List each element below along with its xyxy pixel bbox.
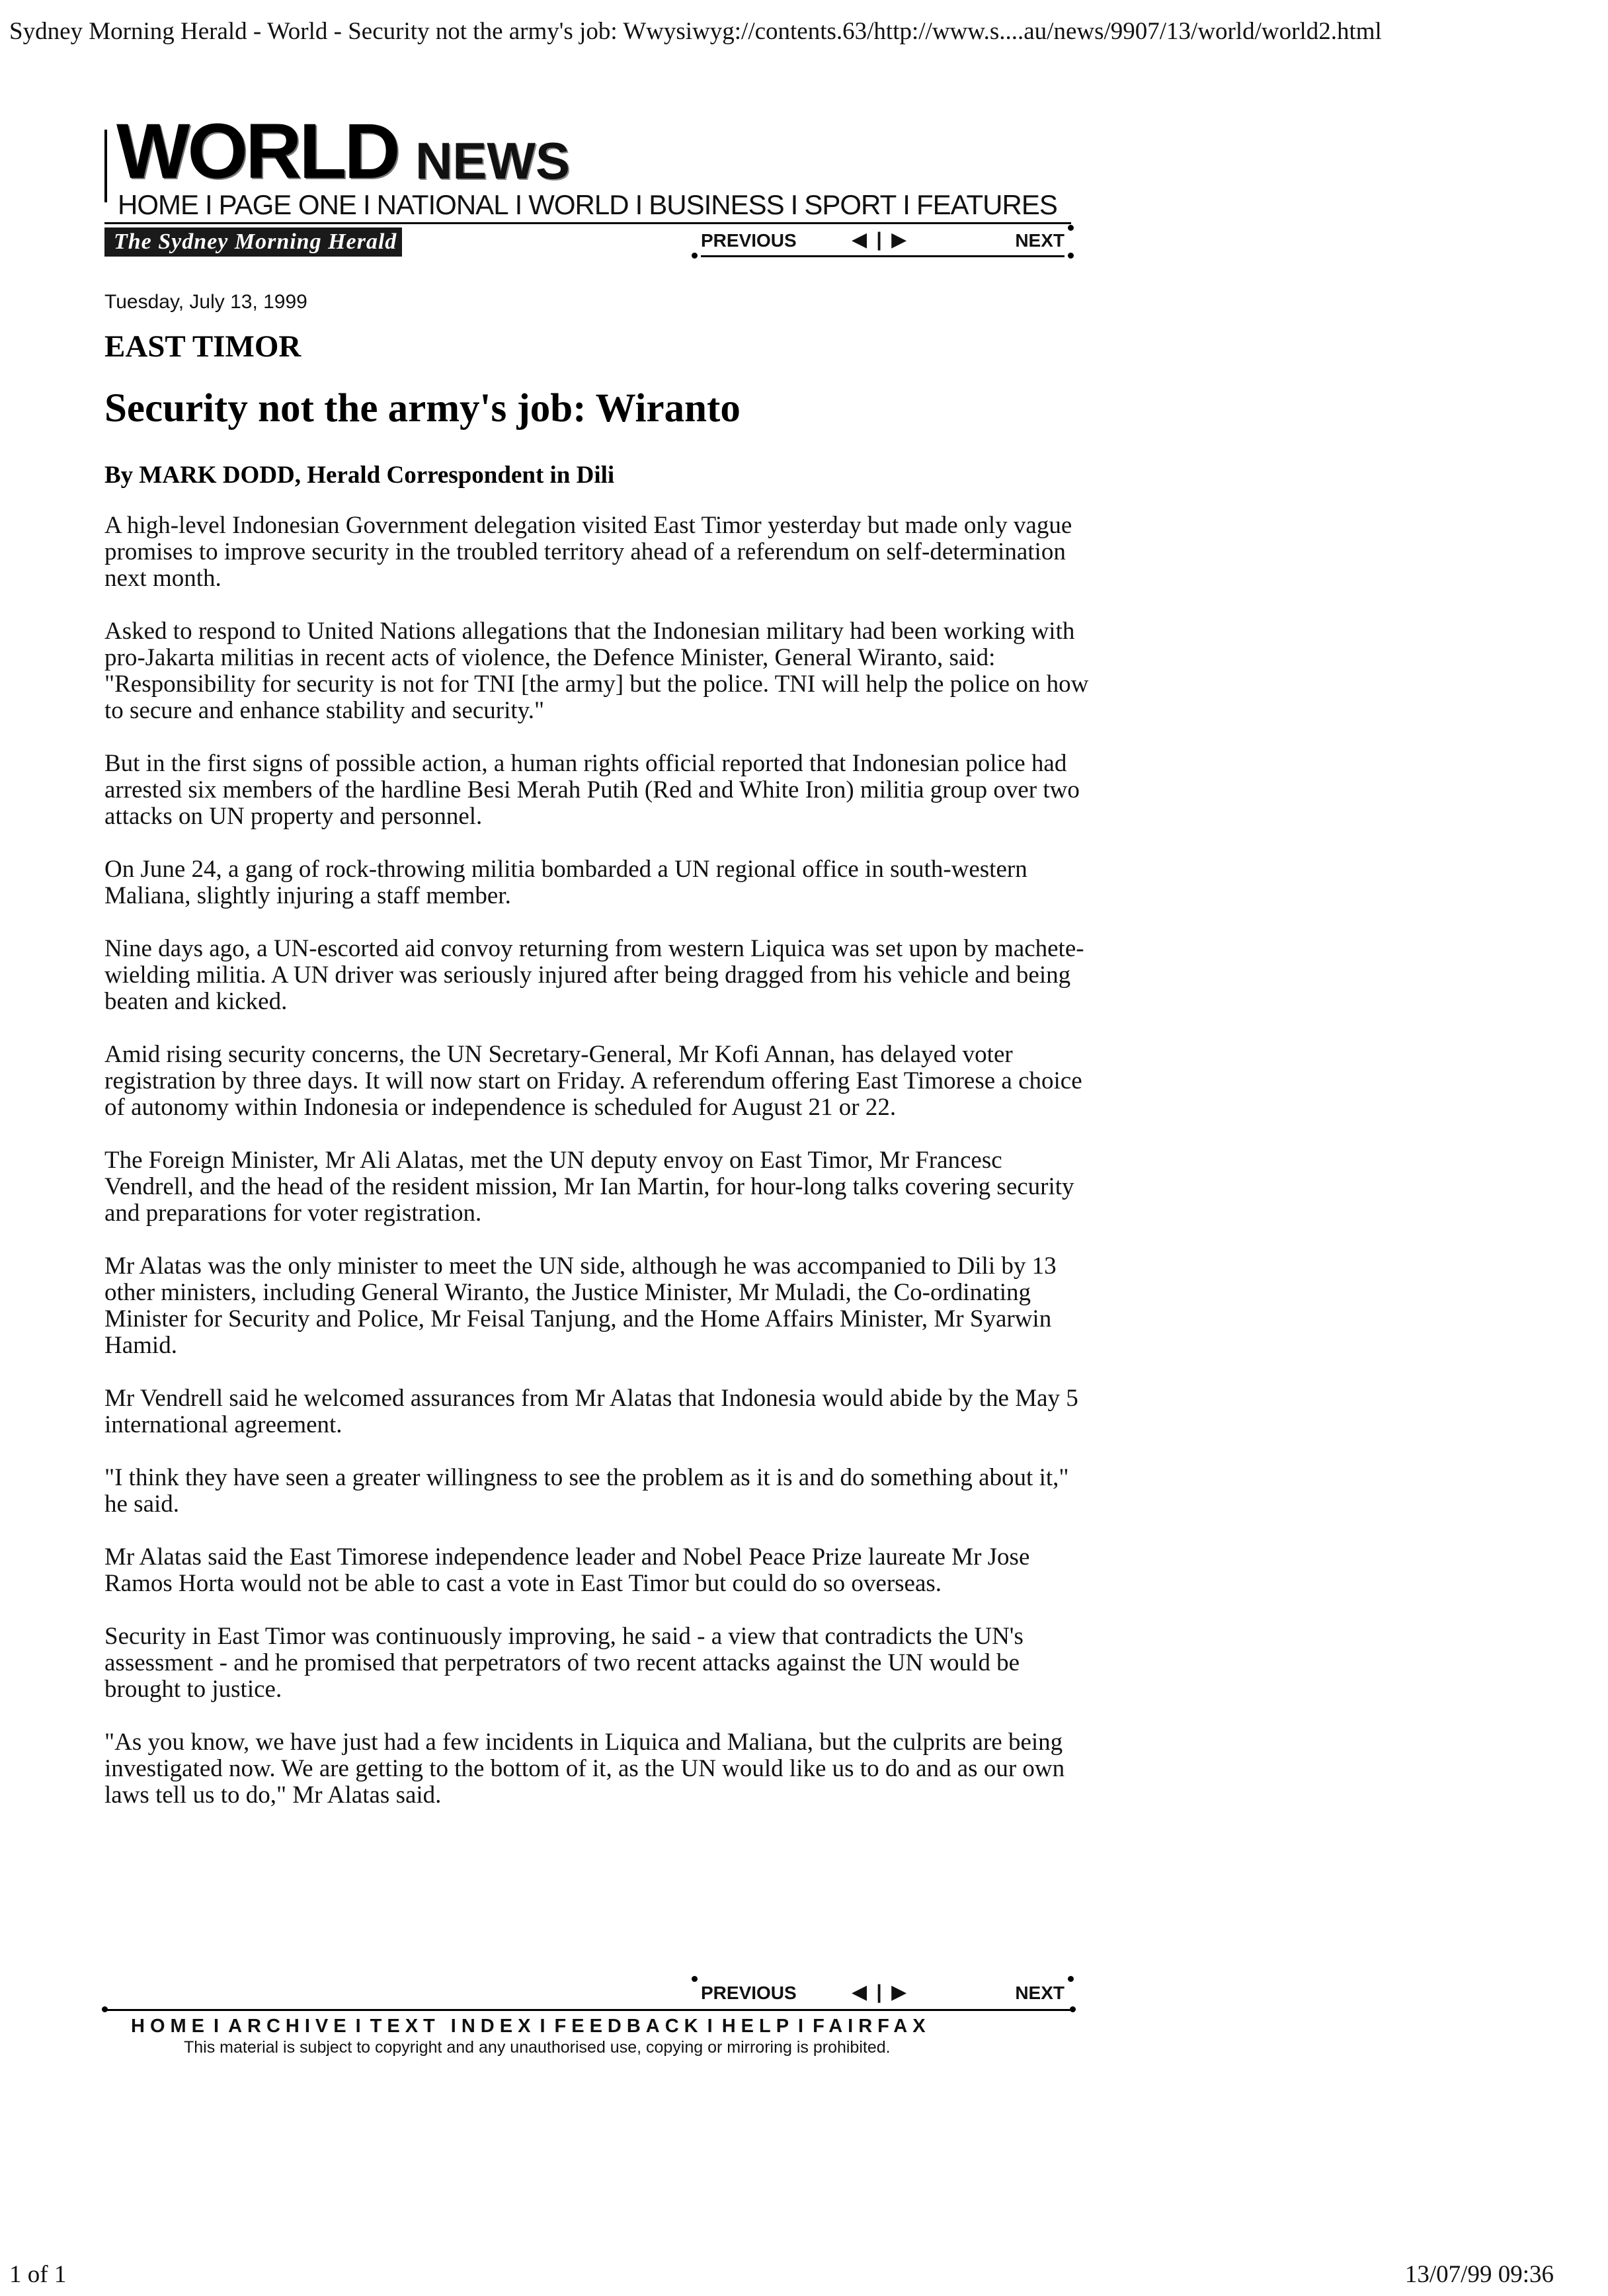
nav-home-link[interactable]: HOME xyxy=(118,189,198,220)
bar-dot-top-left xyxy=(692,1976,698,1982)
article-paragraph: Mr Alatas said the East Timorese independence leader and Nobel Peace Prize laureate Mr Jose Ramos Horta would not be able to cast a vote in East Timor but could do so overseas. xyxy=(104,1543,1030,1597)
footer-next-arrow-icon[interactable]: ▶ xyxy=(891,1981,907,2003)
nav-page-one-link[interactable]: PAGE ONE xyxy=(218,189,356,220)
top-nav: HOME I PAGE ONE I NATIONAL I WORLD I BUSINESS I SPORT I FEATURES xyxy=(118,189,1057,220)
article-paragraph: Asked to respond to United Nations allegations that the Indonesian military had been working with pro-Jakarta militias in recent acts of violence, the Defence Minister, General Wiranto, said: "Responsibility for security is not for TNI [the army] but the police. TNI will help the police on how to secure and enhance stability and security." xyxy=(104,618,1089,724)
article-paragraph: Nine days ago, a UN-escorted aid convoy returning from western Liquica was set upon by machete-wielding militia. A UN driver was seriously injured after being dragged from his vehicle and being beaten and kicked. xyxy=(104,935,1084,1015)
footer-previous-link[interactable]: PREVIOUS xyxy=(701,1983,797,2003)
top-prev-next-bar: PREVIOUS ◀ | ▶ NEXT xyxy=(701,230,1065,259)
article-paragraph: "I think they have seen a greater willingness to see the problem as it is and do something about it," he said. xyxy=(104,1464,1069,1518)
nav-business-link[interactable]: BUSINESS xyxy=(649,189,784,220)
article-paragraph: On June 24, a gang of rock-throwing militia bombarded a UN regional office in south-western Maliana, slightly injuring a staff member. xyxy=(104,856,1027,909)
page-count: 1 of 1 xyxy=(9,2261,67,2288)
footer-next-link[interactable]: NEXT xyxy=(1015,1983,1065,2003)
print-timestamp: 13/07/99 09:36 xyxy=(1404,2261,1554,2288)
copyright-notice: This material is subject to copyright and any unauthorised use, copying or mirroring is prohibited. xyxy=(184,2038,891,2057)
nav-world-link[interactable]: WORLD xyxy=(528,189,629,220)
nav-sport-link[interactable]: SPORT xyxy=(804,189,897,220)
world-logo[interactable]: WORLD xyxy=(116,108,398,195)
article-paragraph: A high-level Indonesian Government delegation visited East Timor yesterday but made only vague promises to improve security in the troubled territory ahead of a referendum on self-determination next month. xyxy=(104,512,1072,592)
footer-feedback-link[interactable]: FEEDBACK xyxy=(554,2016,704,2037)
footer-fairfax-link[interactable]: FAIRFAX xyxy=(813,2016,931,2037)
footer-text-index-link[interactable]: TEXT INDEX xyxy=(370,2016,536,2037)
bar-dot-top-right xyxy=(1068,1976,1074,1982)
herald-logo[interactable]: The Sydney Morning Herald xyxy=(104,227,402,257)
bottom-prev-next-bar: PREVIOUS ◀ | ▶ NEXT xyxy=(701,1983,1065,2012)
footer-navigation xyxy=(104,1977,1083,2037)
article-byline: By MARK DODD, Herald Correspondent in Dili xyxy=(104,462,615,489)
article-body xyxy=(104,512,1096,1835)
article-paragraph: The Foreign Minister, Mr Ali Alatas, met the UN deputy envoy on East Timor, Mr Francesc Vendrell, and the head of the resident mission, Mr Ian Martin, for hour-long talks covering security and preparations for voter registration. xyxy=(104,1147,1074,1227)
footer-home-link[interactable]: HOME xyxy=(131,2016,210,2037)
print-header-url: Sydney Morning Herald - World - Security not the army's job: Wwysiwyg://contents.63/http://www.s....au/news/9907/13/world/world2.html xyxy=(9,18,1382,45)
article-paragraph: Mr Alatas was the only minister to meet the UN side, although he was accompanied to Dili by 13 other ministers, including General Wiranto, the Justice Minister, Mr Muladi, the Co-ordinating Minister for Security and Police, Mr Feisal Tanjung, and the Home Affairs Minister, Mr Syarwin Hamid. xyxy=(104,1252,1057,1359)
article-headline: Security not the army's job: Wiranto xyxy=(104,386,741,430)
masthead xyxy=(104,108,1083,265)
article-date: Tuesday, July 13, 1999 xyxy=(104,291,307,313)
divider-dot-right xyxy=(1070,2006,1076,2012)
masthead-divider xyxy=(104,222,1071,224)
previous-link[interactable]: PREVIOUS xyxy=(701,230,797,251)
bottom-nav: HOME I ARCHIVE I TEXT INDEX I FEEDBACK I HELP I FAIRFAX xyxy=(131,2016,931,2037)
news-logo: NEWS xyxy=(415,132,570,190)
next-link[interactable]: NEXT xyxy=(1015,230,1065,251)
bar-dot-bottom-right xyxy=(1068,253,1074,259)
article-paragraph: Mr Vendrell said he welcomed assurances from Mr Alatas that Indonesia would abide by the May 5 international agreement. xyxy=(104,1385,1078,1438)
article-paragraph: But in the first signs of possible action, a human rights official reported that Indonesian police had arrested six members of the hardline Besi Merah Putih (Red and White Iron) militia group over two attacks on UN property and personnel. xyxy=(104,750,1080,830)
logo-bracket xyxy=(104,130,114,202)
bar-dot-left xyxy=(692,253,698,259)
article-paragraph: "As you know, we have just had a few incidents in Liquica and Maliana, but the culprits are being investigated now. We are getting to the bottom of it, as the UN would like us to do and as our own laws tell us to do," Mr Alatas said. xyxy=(104,1729,1065,1809)
footer-previous-arrow-icon[interactable]: ◀ xyxy=(852,1981,867,2003)
nav-features-link[interactable]: FEATURES xyxy=(916,189,1057,220)
bar-underline xyxy=(701,255,1065,257)
next-arrow-icon[interactable]: ▶ xyxy=(891,229,907,251)
article-paragraph: Security in East Timor was continuously improving, he said - a view that contradicts the UN's assessment - and he promised that perpetrators of two recent attacks against the UN would be brought to justice. xyxy=(104,1623,1024,1703)
previous-arrow-icon[interactable]: ◀ xyxy=(852,229,867,251)
footer-divider xyxy=(104,2009,1071,2011)
bar-dot-top-right xyxy=(1068,225,1074,231)
divider-dot-left xyxy=(102,2006,108,2012)
footer-archive-link[interactable]: ARCHIVE xyxy=(228,2016,352,2037)
nav-national-link[interactable]: NATIONAL xyxy=(376,189,508,220)
footer-help-link[interactable]: HELP xyxy=(721,2016,795,2037)
article-paragraph: Amid rising security concerns, the UN Secretary-General, Mr Kofi Annan, has delayed voter registration by three days. It will now start on Friday. A referendum offering East Timorese a choice of autonomy within Indonesia or independence is scheduled for August 21 or 22. xyxy=(104,1041,1082,1121)
section-heading: EAST TIMOR xyxy=(104,329,302,364)
